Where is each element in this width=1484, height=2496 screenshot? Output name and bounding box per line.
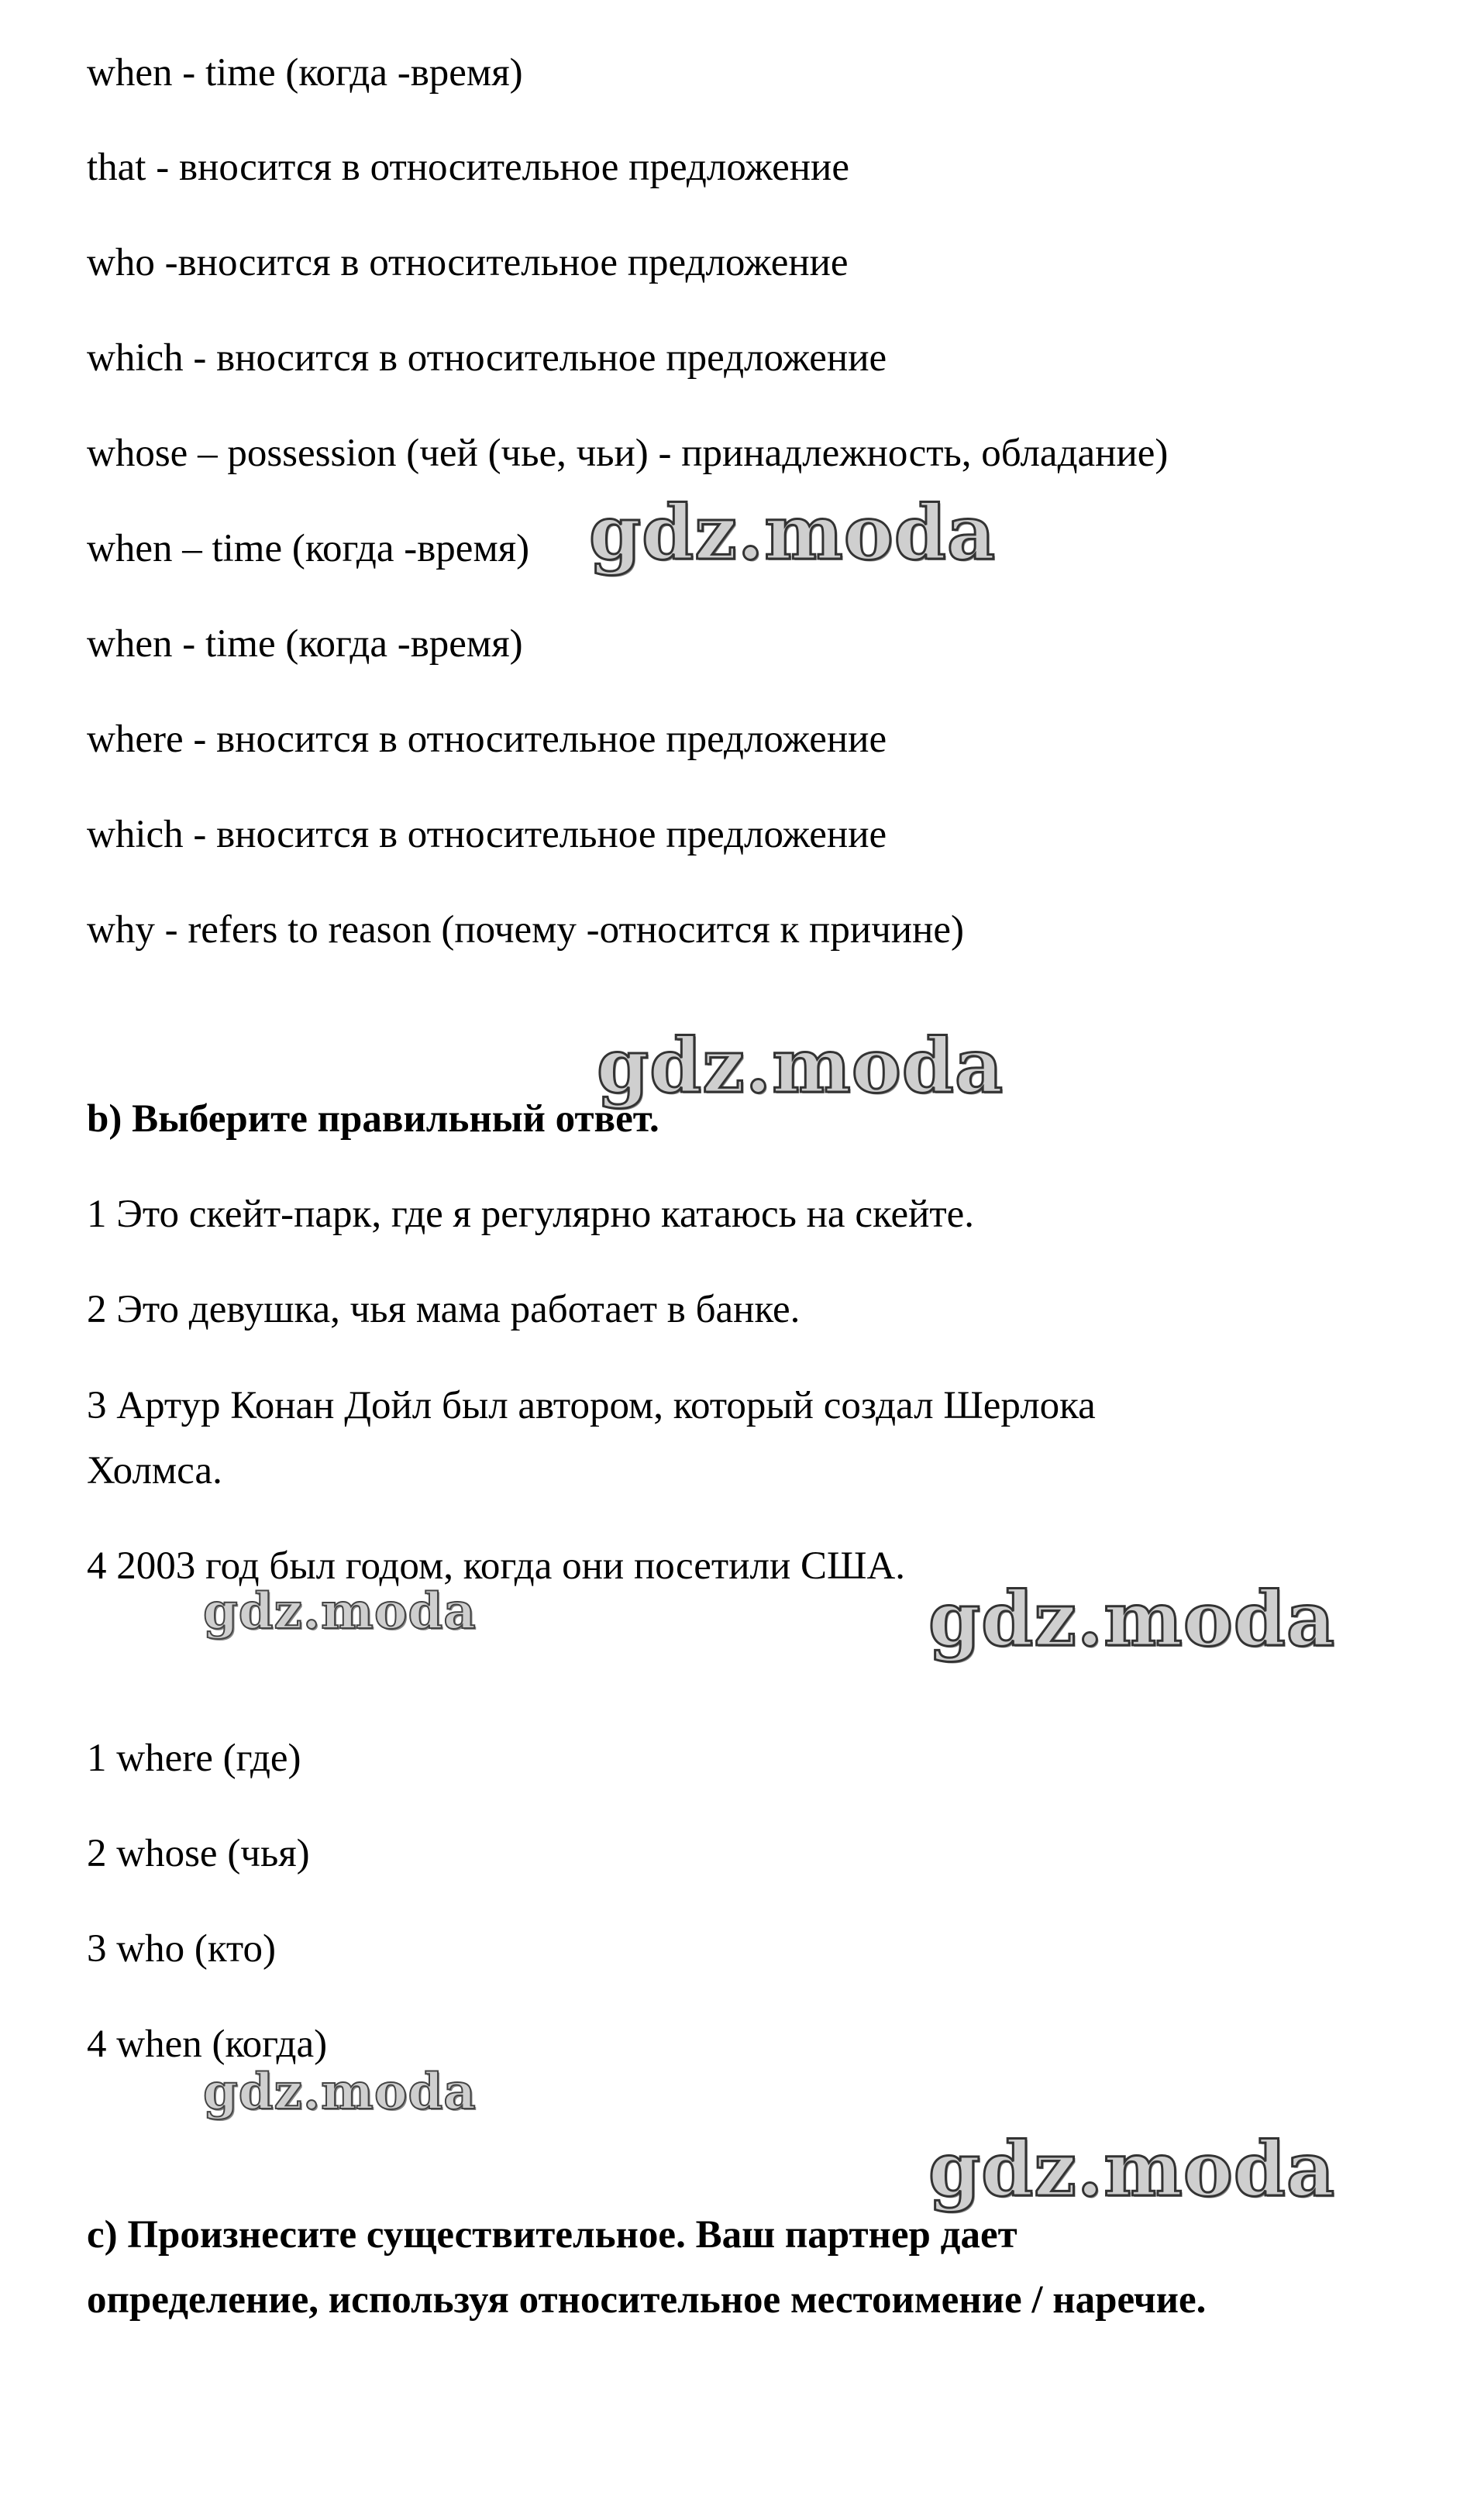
text-line: why - refers to reason (почему -относится к причине) bbox=[87, 908, 964, 952]
text-line: 1 Это скейт-парк, где я регулярно катаюсь на скейте. bbox=[87, 1193, 975, 1236]
text-line: when – time (когда -время) bbox=[87, 527, 530, 570]
answer-line: 4 when (когда) bbox=[87, 2023, 328, 2066]
section-heading: c) Произнесите существительное. Ваш партнер дает bbox=[87, 2213, 1017, 2257]
section-heading: b) Выберите правильный ответ. bbox=[87, 1097, 659, 1141]
answer-line: 1 where (где) bbox=[87, 1737, 301, 1780]
watermark-logo: gdz.moda bbox=[928, 2126, 1336, 2213]
text-line: that - вносится в относительное предложение bbox=[87, 146, 849, 189]
text-line: whose – possession (чей (чье, чьи) - принадлежность, обладание) bbox=[87, 432, 1169, 475]
text-line: which - вносится в относительное предложение bbox=[87, 336, 887, 380]
text-line: who -вносится в относительное предложение bbox=[87, 241, 849, 284]
text-line: when - time (когда -время) bbox=[87, 622, 523, 666]
watermark-logo: gdz.moda bbox=[203, 2063, 477, 2121]
watermark-logo: gdz.moda bbox=[928, 1575, 1336, 1663]
text-line: which - вносится в относительное предложение bbox=[87, 813, 887, 856]
text-line: when - time (когда -время) bbox=[87, 51, 523, 95]
text-line: where - вносится в относительное предложение bbox=[87, 718, 887, 761]
text-line: 4 2003 год был годом, когда они посетили США. bbox=[87, 1544, 906, 1588]
text-line: Холмса. bbox=[87, 1449, 222, 1492]
answer-line: 2 whose (чья) bbox=[87, 1832, 310, 1875]
section-heading: определение, используя относительное местоимение / наречие. bbox=[87, 2278, 1207, 2322]
answer-line: 3 who (кто) bbox=[87, 1927, 277, 1971]
text-line: 2 Это девушка, чья мама работает в банке. bbox=[87, 1288, 801, 1331]
watermark-logo: gdz.moda bbox=[203, 1582, 477, 1640]
text-line: 3 Артур Конан Дойл был автором, который создал Шерлока bbox=[87, 1384, 1096, 1427]
watermark-logo: gdz.moda bbox=[597, 1022, 1004, 1110]
watermark-logo: gdz.moda bbox=[589, 489, 997, 577]
